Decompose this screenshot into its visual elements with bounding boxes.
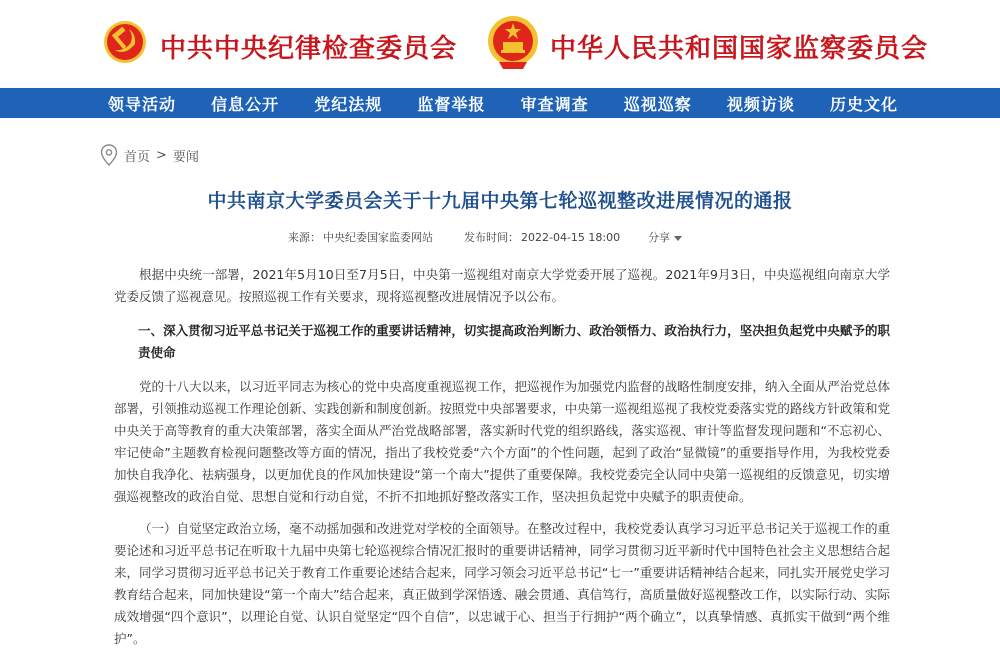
nav-item-investigation[interactable]: 审查调查 <box>520 94 589 114</box>
breadcrumb <box>100 144 205 166</box>
publish-time-value: 2022-04-15 18:00 <box>521 231 621 244</box>
nav-item-information[interactable]: 信息公开 <box>211 94 280 114</box>
nav-item-inspection[interactable]: 巡视巡察 <box>623 94 692 114</box>
nav-item-regulations[interactable]: 党纪法规 <box>314 94 383 114</box>
nav-item-leadership[interactable]: 领导活动 <box>108 94 177 114</box>
source-value: 中央纪委国家监委网站 <box>323 231 433 244</box>
nav-item-report[interactable]: 监督举报 <box>417 94 486 114</box>
share-label: 分享 <box>648 231 670 244</box>
source-label: 来源： <box>288 231 321 244</box>
article-meta <box>288 229 620 245</box>
share-button[interactable] <box>648 229 682 245</box>
nav-item-video[interactable]: 视频访谈 <box>726 94 795 114</box>
national-emblem-icon <box>485 14 541 72</box>
breadcrumb-home[interactable]: 首页 <box>124 149 151 165</box>
breadcrumb-separator: > <box>156 147 167 163</box>
article-body <box>114 264 890 660</box>
caret-down-icon <box>674 236 682 241</box>
site-header <box>0 0 1000 88</box>
main-nav-items <box>108 88 898 118</box>
article-title: 中共南京大学委员会关于十九届中央第七轮巡视整改进展情况的通报 <box>207 190 793 212</box>
article-paragraph: （一）自觉坚定政治立场，毫不动摇加强和改进党对学校的全面领导。在整改过程中，我校党委认真学习习近平总书记关于巡视工作的重要论述和习近平总书记在听取十九届中央第七轮巡视综合情况汇报时的重要讲话精神，同学习贯彻习近平新时代中国特色社会主义思想结合起来，同学习贯彻习近平总书记关于教育工作重要论述结合起来，同学习领会习近平总书记“七一”重要讲话精神结合起来，同扎实开展党史学习教育结合起来，同加快建设“第一个南大”结合起来，真正做到学深悟透、融会贯通、真信笃行，高质量做好巡视整改工作，以实际行动、实际成效增强“四个意识”，以理论自觉、认识自觉坚定“四个自信”，以忠诚于心、担当于行拥护“两个确立”，以真挚情感、真抓实干做到“两个维护”。 <box>114 521 890 646</box>
party-emblem-icon <box>103 20 147 64</box>
main-nav <box>0 88 1000 118</box>
nsc-title[interactable]: 中华人民共和国国家监察委员会 <box>550 34 929 64</box>
ccdi-title[interactable]: 中共中央纪律检查委员会 <box>160 34 458 64</box>
breadcrumb-current[interactable]: 要闻 <box>172 149 199 165</box>
article-paragraph: 党的十八大以来，以习近平同志为核心的党中央高度重视巡视工作，把巡视作为加强党内监督的战略性制度安排，纳入全面从严治党总体部署，引领推动巡视工作理论创新、实践创新和制度创新。按照党中央部署要求，中央第一巡视组巡视了我校党委落实党的路线方针政策和党中央关于高等教育的重大决策部署，落实全面从严治党战略部署，落实新时代党的组织路线，落实巡视、审计等监督发现问题和“不忘初心、牢记使命”主题教育检视问题整改等方面的情况，指出了我校党委“六个方面”的个性问题，起到了政治“显微镜”的重要指导作用，为我校党委加快自我净化、祛病强身，以更加优良的作风加快建设“第一个南大”提供了重要保障。我校党委完全认同中央第一巡视组的反馈意见，切实增强巡视整改的政治自觉、思想自觉和行动自觉，不折不扣地抓好整改落实工作，坚决担负起党中央赋予的职责使命。 <box>114 379 890 504</box>
location-pin-icon <box>100 144 118 166</box>
publish-time-label: 发布时间： <box>464 231 519 244</box>
nav-item-history[interactable]: 历史文化 <box>829 94 898 114</box>
article-paragraph: 根据中央统一部署，2021年5月10日至7月5日，中央第一巡视组对南京大学党委开展了巡视。2021年9月3日，中央巡视组向南京大学党委反馈了巡视意见。按照巡视工作有关要求，现将巡视整改进展情况予以公布。 <box>114 267 890 304</box>
article-section-heading: 一、深入贯彻习近平总书记关于巡视工作的重要讲话精神，切实提高政治判断力、政治领悟力、政治执行力，坚决担负起党中央赋予的职责使命 <box>138 323 890 360</box>
